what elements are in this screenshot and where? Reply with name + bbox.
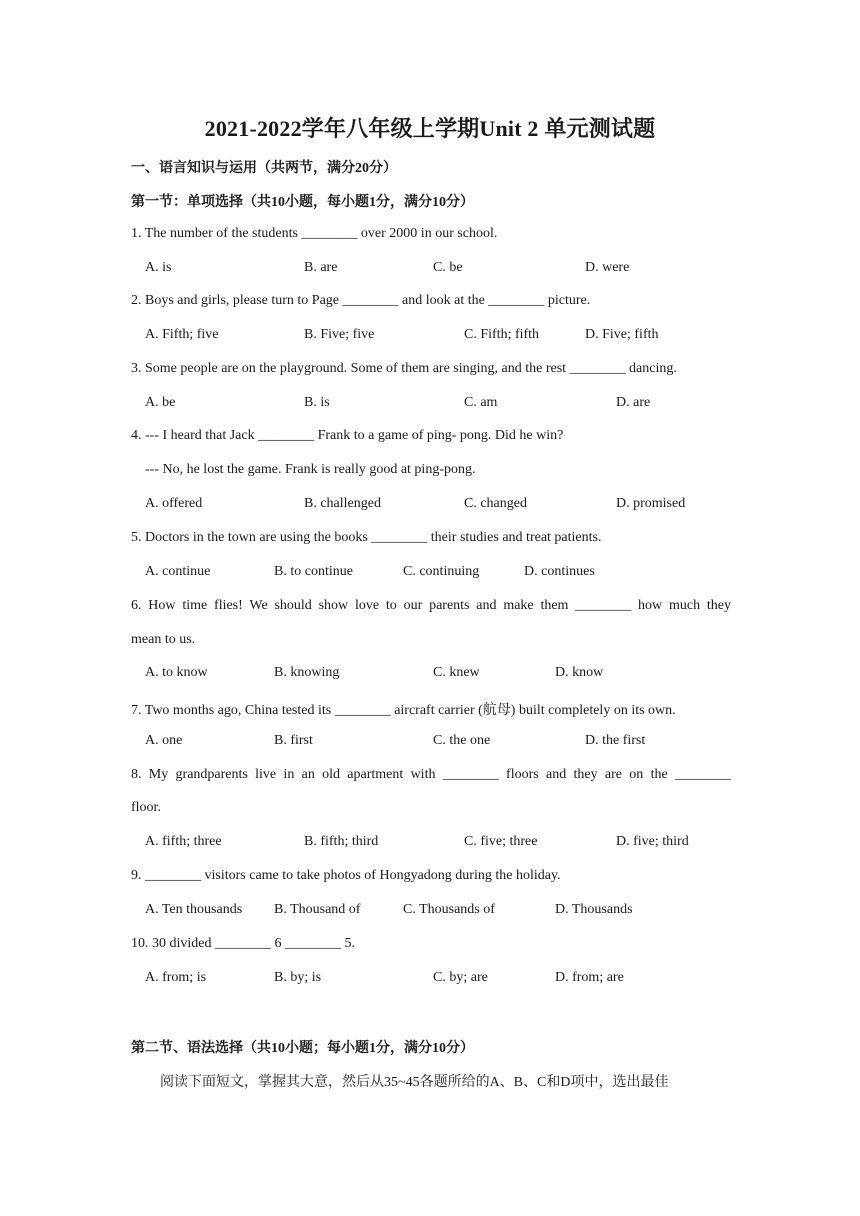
question-8-stem-continued: floor. bbox=[131, 800, 161, 815]
question-8-option-b: B. fifth; third bbox=[304, 834, 379, 849]
question-2-option-d: D. Five; fifth bbox=[585, 327, 659, 342]
question-9-option-b: B. Thousand of bbox=[274, 902, 361, 917]
question-7-option-d: D. the first bbox=[585, 733, 646, 748]
question-3-option-b: B. is bbox=[304, 395, 330, 410]
part1-heading: 一、语言知识与运用（共两节，满分20分） bbox=[131, 161, 397, 176]
question-9-stem: 9. ________ visitors came to take photos of Hongyadong during the holiday. bbox=[131, 868, 561, 883]
question-5-option-c: C. continuing bbox=[403, 564, 480, 579]
question-4-option-b: B. challenged bbox=[304, 496, 381, 511]
question-10-option-b: B. by; is bbox=[274, 970, 322, 985]
question-1-option-c: C. be bbox=[433, 260, 463, 275]
question-7-option-b: B. first bbox=[274, 733, 313, 748]
question-2-stem: 2. Boys and girls, please turn to Page ________ and look at the ________ picture. bbox=[131, 293, 591, 308]
question-5-option-d: D. continues bbox=[524, 564, 595, 579]
question-3-option-a: A. be bbox=[145, 395, 176, 410]
question-8-option-a: A. fifth; three bbox=[145, 834, 222, 849]
question-3-stem: 3. Some people are on the playground. Some of them are singing, and the rest ________ dancing. bbox=[131, 361, 677, 376]
question-4-stem-reply: --- No, he lost the game. Frank is really good at ping-pong. bbox=[145, 462, 476, 477]
question-8-option-d: D. five; third bbox=[616, 834, 689, 849]
section1-heading: 第一节：单项选择（共10小题，每小题1分，满分10分） bbox=[131, 195, 474, 210]
question-5-stem: 5. Doctors in the town are using the books ________ their studies and treat patients. bbox=[131, 530, 602, 545]
question-2-option-b: B. Five; five bbox=[304, 327, 375, 342]
question-7-option-c: C. the one bbox=[433, 733, 491, 748]
question-2-option-a: A. Fifth; five bbox=[145, 327, 219, 342]
question-1-option-b: B. are bbox=[304, 260, 338, 275]
question-6-option-c: C. knew bbox=[433, 665, 480, 680]
question-1-stem: 1. The number of the students ________ over 2000 in our school. bbox=[131, 226, 498, 241]
question-10-option-d: D. from; are bbox=[555, 970, 624, 985]
question-4-option-c: C. changed bbox=[464, 496, 527, 511]
question-9-option-c: C. Thousands of bbox=[403, 902, 495, 917]
question-8-stem: 8. My grandparents live in an old apartment with ________ floors and they are on the ________ bbox=[131, 767, 731, 782]
question-9-option-d: D. Thousands bbox=[555, 902, 633, 917]
question-4-stem: 4. --- I heard that Jack ________ Frank to a game of ping- pong. Did he win? bbox=[131, 428, 564, 443]
question-6-stem-continued: mean to us. bbox=[131, 632, 196, 647]
question-4-option-a: A. offered bbox=[145, 496, 203, 511]
question-9-option-a: A. Ten thousands bbox=[145, 902, 243, 917]
question-8-option-c: C. five; three bbox=[464, 834, 538, 849]
question-1-option-a: A. is bbox=[145, 260, 172, 275]
section2-instruction: 阅读下面短文，掌握其大意，然后从35~45各题所给的A、B、C和D项中，选出最佳 bbox=[160, 1075, 669, 1090]
question-6-stem: 6. How time flies! We should show love to our parents and make them ________ how much they bbox=[131, 598, 731, 613]
question-5-option-b: B. to continue bbox=[274, 564, 353, 579]
question-4-option-d: D. promised bbox=[616, 496, 686, 511]
question-3-option-c: C. am bbox=[464, 395, 498, 410]
question-2-option-c: C. Fifth; fifth bbox=[464, 327, 540, 342]
question-10-option-c: C. by; are bbox=[433, 970, 488, 985]
question-6-option-a: A. to know bbox=[145, 665, 208, 680]
question-6-option-d: D. know bbox=[555, 665, 604, 680]
page-title: 2021-2022学年八年级上学期Unit 2 单元测试题 bbox=[204, 116, 656, 141]
section2-heading: 第二节、语法选择（共10小题；每小题1分，满分10分） bbox=[131, 1041, 474, 1056]
question-7-stem: 7. Two months ago, China tested its ________ aircraft carrier (航母) built completely on its own. bbox=[131, 703, 676, 718]
question-10-option-a: A. from; is bbox=[145, 970, 207, 985]
question-1-option-d: D. were bbox=[585, 260, 630, 275]
question-6-option-b: B. knowing bbox=[274, 665, 340, 680]
question-3-option-d: D. are bbox=[616, 395, 651, 410]
question-7-option-a: A. one bbox=[145, 733, 183, 748]
question-10-stem: 10. 30 divided ________ 6 ________ 5. bbox=[131, 936, 355, 951]
question-5-option-a: A. continue bbox=[145, 564, 211, 579]
